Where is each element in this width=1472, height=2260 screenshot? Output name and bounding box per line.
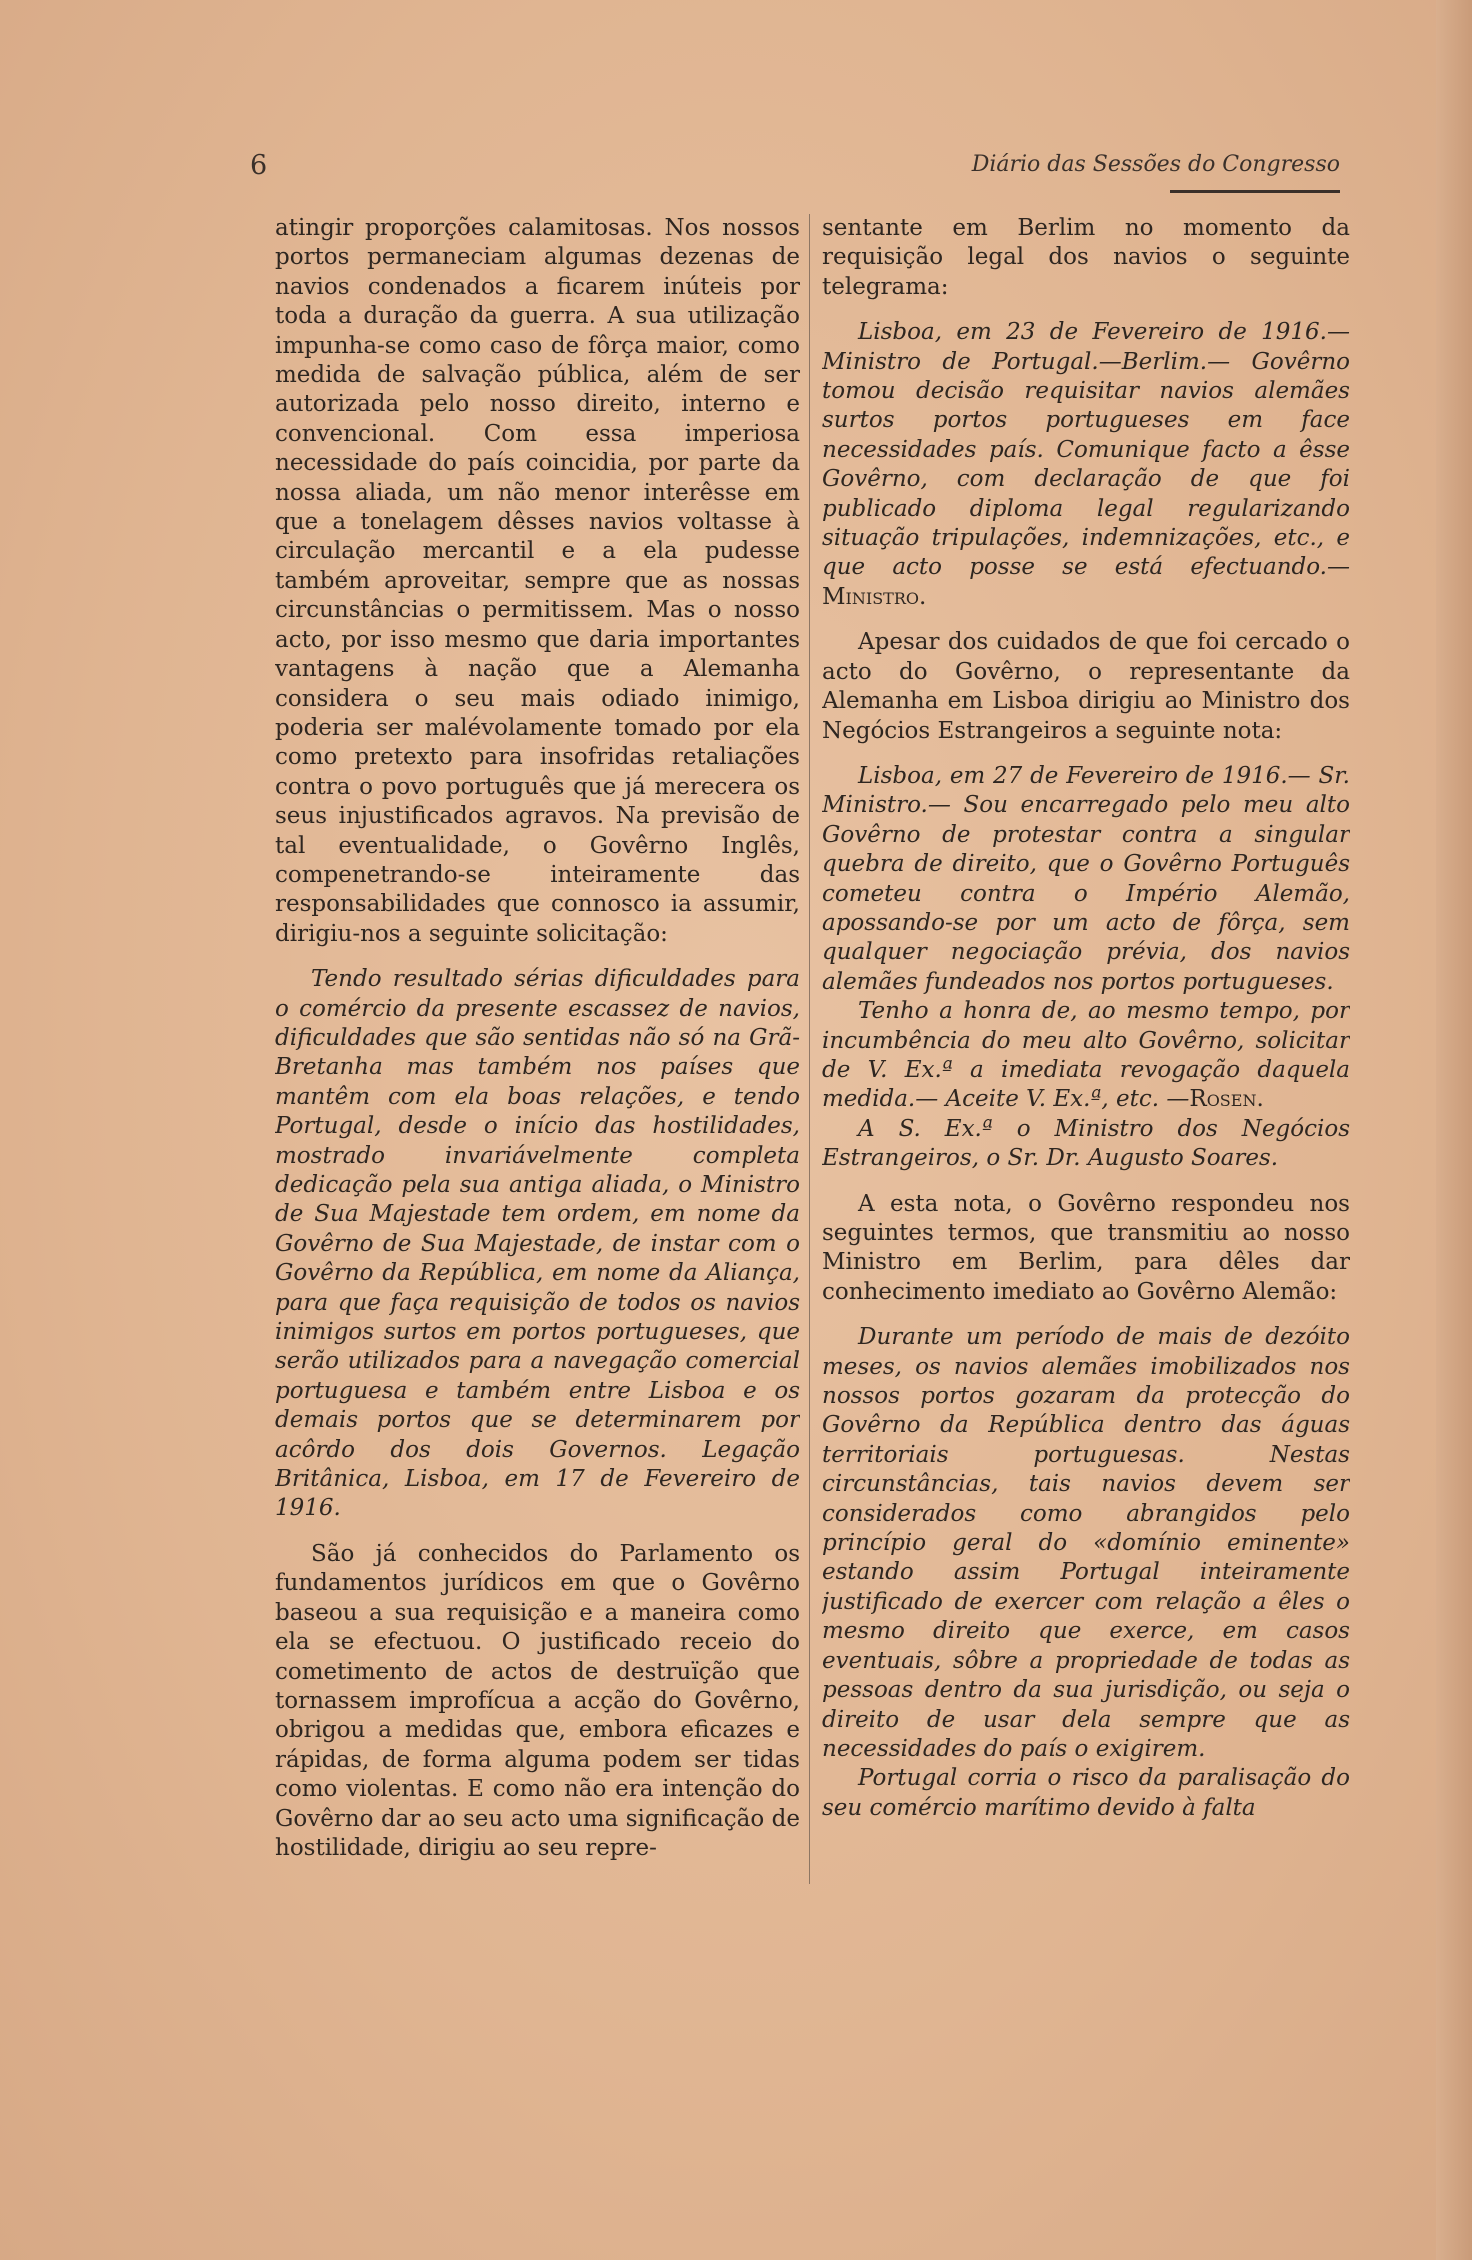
left-paragraph-1: atingir proporções calamitosas. Nos nossos portos permaneciam algumas dezenas de navios condenados a ficarem inúteis por toda a duração da guerra. A sua utilização impunha-se como caso de fôrça maior, como medida de salvação pública, além de ser autorizada pelo nosso direito, interno e convencional. Com essa imperiosa necessidade do país coincidia, por parte da nossa aliada, um não menor interêsse em que a tonelagem dêsses navios voltasse à circulação mercantil e a ela pudesse também aproveitar, sempre que as nossas circunstâncias o permitissem. Mas o nosso acto, por isso mesmo que daria importantes vantagens à nação que a Alemanha considera o seu mais odiado inimigo, poderia ser malévolamente tomado por ela como pretexto para insofridas retaliações contra o povo português que já merecera os seus injustificados agravos. Na previsão de tal eventualidade, o Govêrno Inglês, compenetrando-se inteiramente das responsabilidades que connosco ia assumir, dirigiu-nos a seguinte solicitação: <box>275 215 800 947</box>
berlin-telegram-text: Lisboa, em 23 de Fevereiro de 1916.— Ministro de Portugal.—Berlim.— Govêrno tomou decisão requisitar navios alemães surtos portos portugueses em face necessidades país. Comunique facto a êsse Govêrno, com declaração de que foi publicado diploma legal regularizando situação tripulações, indemnizações, etc., e que acto posse se está efectuando.— <box>822 319 1350 581</box>
page-edge-shadow <box>1436 0 1472 2260</box>
page-number: 6 <box>250 150 268 181</box>
telegram-signature: Ministro. <box>822 583 927 610</box>
left-paragraph-3: São já conhecidos do Parlamento os fundamentos jurídicos em que o Govêrno baseou a sua requisição e a maneira como ela se efectuou. O justificado receio do cometimento de actos de destruïção que tornassem improfícua a acção do Govêrno, obrigou a medidas que, embora eficazes e rápidas, de forma alguma podem ser tidas como violentas. E como não era intenção do Govêrno dar ao seu acto uma significação de hostilidade, dirigiu ao seu repre- <box>275 1540 800 1861</box>
journal-title: Diário das Sessões do Congresso <box>971 152 1340 177</box>
right-paragraph-7: A esta nota, o Govêrno respondeu nos seguintes termos, que transmitiu ao nosso Ministro em Berlim, para dêles dar conhecimento imediato ao Govêrno Alemão: <box>822 1190 1350 1305</box>
german-note-continued-text: Tenho a honra de, ao mesmo tempo, por incumbência do meu alto Govêrno, solicitar de V. Ex.ª a imediata revogação daquela medida.— Aceite V. Ex.ª, etc. — <box>822 998 1350 1113</box>
portuguese-reply: Durante um período de mais de dezóito meses, os navios alemães imobilizados nos nossos portos gozaram da protecção do Govêrno da República dentro das águas territoriais portuguesas. Nestas circunstâncias, tais navios devem ser considerados como abrangidos pelo princípio geral do «domínio eminente» estando assim Portugal inteiramente justificado de exercer com relação a êles o mesmo direito que exerce, em casos eventuais, sôbre a propriedade de todas as pessoas dentro da sua jurisdição, ou seja o direito de usar dela sempre que as necessidades do país o exigirem. <box>822 1324 1350 1762</box>
header-rule <box>1170 190 1340 193</box>
berlin-telegram <box>822 318 1350 612</box>
column-divider <box>809 214 810 1884</box>
german-note-continued <box>822 997 1350 1115</box>
german-note: Lisboa, em 27 de Fevereiro de 1916.— Sr. Ministro.— Sou encarregado pelo meu alto Govêrno de protestar contra a singular quebra de direito, que o Govêrno Português cometeu contra o Império Alemão, apossando-se por um acto de fôrça, sem qualquer negociação prévia, dos navios alemães fundeados nos portos portugueses. <box>822 762 1350 995</box>
british-legation-note: Tendo resultado sérias dificuldades para o comércio da presente escassez de navios, dificuldades que são sentidas não só na Grã-Bretanha mas também nos países que mantêm com ela boas relações, e tendo Portugal, desde o início das hostilidades, mostrado invariávelmente completa dedicação pela sua antiga aliada, o Ministro de Sua Majestade tem ordem, em nome da Govêrno de Sua Majestade, de instar com o Govêrno da República, em nome da Aliança, para que faça requisição de todos os navios inimigos surtos em portos portugueses, que serão utilizados para a navegação comercial portuguesa e também entre Lisboa e os demais portos que se determinarem por acôrdo dos dois Governos. Legação Britânica, Lisboa, em 17 de Fevereiro de 1916. <box>275 966 800 1522</box>
portuguese-reply-continued: Portugal corria o risco da paralisação do seu comércio marítimo devido à falta <box>822 1765 1350 1821</box>
german-note-addressee: A S. Ex.ª o Ministro dos Negócios Estrangeiros, o Sr. Dr. Augusto Soares. <box>822 1115 1350 1172</box>
german-note-signature: Rosen. <box>1189 1086 1264 1113</box>
right-paragraph-3: Apesar dos cuidados de que foi cercado o acto do Govêrno, o representante da Alemanha em Lisboa dirigiu ao Ministro dos Negócios Estrangeiros a seguinte nota: <box>822 629 1350 744</box>
left-column <box>275 214 800 2109</box>
right-paragraph-1: sentante em Berlim no momento da requisição legal dos navios o seguinte telegrama: <box>822 215 1350 300</box>
right-column <box>822 214 1350 2109</box>
